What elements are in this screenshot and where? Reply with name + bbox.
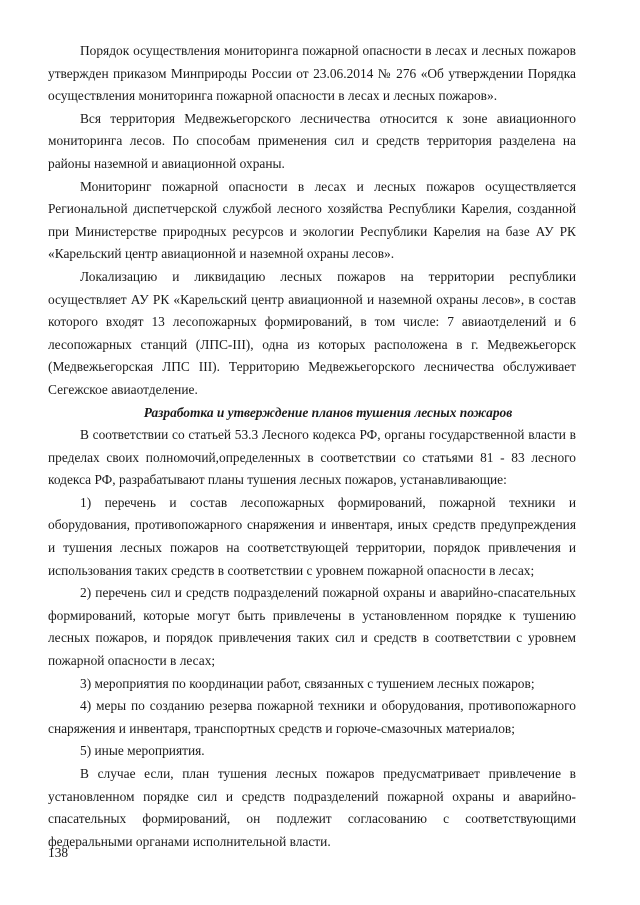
- list-item-2: 2) перечень сил и средств подразделений пожарной охраны и аварийно-спасательных формирований, которые могут быть привлечены в установленном порядке к тушению лесных пожаров, и порядок привлечения таких сил и средств в соответствии с уровнем пожарной опасности в лесах;: [48, 585, 576, 669]
- paragraph-coordination: В случае если, план тушения лесных пожаров предусматривает привлечение в установленном порядке сил и средств подразделений пожарной охраны и аварийно-спасательных формирований, он подлежит согласованию с соответствующими федеральными органами исполнительной власти.: [48, 766, 576, 849]
- paragraph-aviation-zone: Вся территория Медвежьегорского лесничества относится к зоне авиационного мониторинга лесов. По способам применения сил и средств территория разделена на районы наземной и авиационной охраны.: [48, 110, 576, 171]
- list-item-4: 4) меры по созданию резерва пожарной техники и оборудования, противопожарного снаряжения и инвентаря, транспортных средств и горюче-смазочных материалов;: [48, 698, 576, 736]
- paragraph-forest-code: В соответствии со статьей 53.3 Лесного кодекса РФ, органы государственной власти в пределах своих полномочий,определенных в соответствии со статьями 81 - 83 лесного кодекса РФ, разрабатывают планы тушения лесных пожаров, устанавливающие:: [48, 427, 576, 488]
- list-item-5: 5) иные мероприятия.: [80, 743, 205, 759]
- paragraph-fire-localization: Локализацию и ликвидацию лесных пожаров на территории республики осуществляет АУ РК «Карельский центр авиационной и наземной охраны лесов», в состав которого входят 13 лесопожарных формирований, в том числе: 7 авиаотделений и 6 лесопожарных станций (ЛПС-III), одна из которых расположена в г. Медвежьегорск (Медвежьегорская ЛПС III). Территорию Медвежьегорского лесничества обслуживает Сегежское авиаотделение.: [48, 268, 576, 397]
- paragraph-monitoring-order: Порядок осуществления мониторинга пожарной опасности в лесах и лесных пожаров утвержден приказом Минприроды России от 23.06.2014 № 276 «Об утверждении Порядка осуществления мониторинга пожарной опасности в лесах и лесных пожаров».: [48, 43, 576, 104]
- list-item-3: 3) мероприятия по координации работ, связанных с тушением лесных пожаров;: [80, 675, 535, 691]
- paragraph-dispatch-service: Мониторинг пожарной опасности в лесах и лесных пожаров осуществляется Региональной диспетчерской службой лесного хозяйства Республики Карелия, созданной при Министерстве природных ресурсов и экологии Республики Карелия на базе АУ РК «Карельский центр авиационной и наземной охраны лесов».: [48, 178, 576, 262]
- section-heading: Разработка и утверждение планов тушения лесных пожаров: [143, 404, 513, 420]
- list-item-1: 1) перечень и состав лесопожарных формирований, пожарной техники и оборудования, противопожарного снаряжения и инвентаря, иных средств предупреждения и тушения лесных пожаров на соответствующей территории, порядок привлечения и использования таких средств в соответствии с уровнем пожарной опасности в лесах;: [48, 494, 576, 578]
- page-number: 138: [48, 845, 69, 860]
- document-body: [48, 40, 576, 853]
